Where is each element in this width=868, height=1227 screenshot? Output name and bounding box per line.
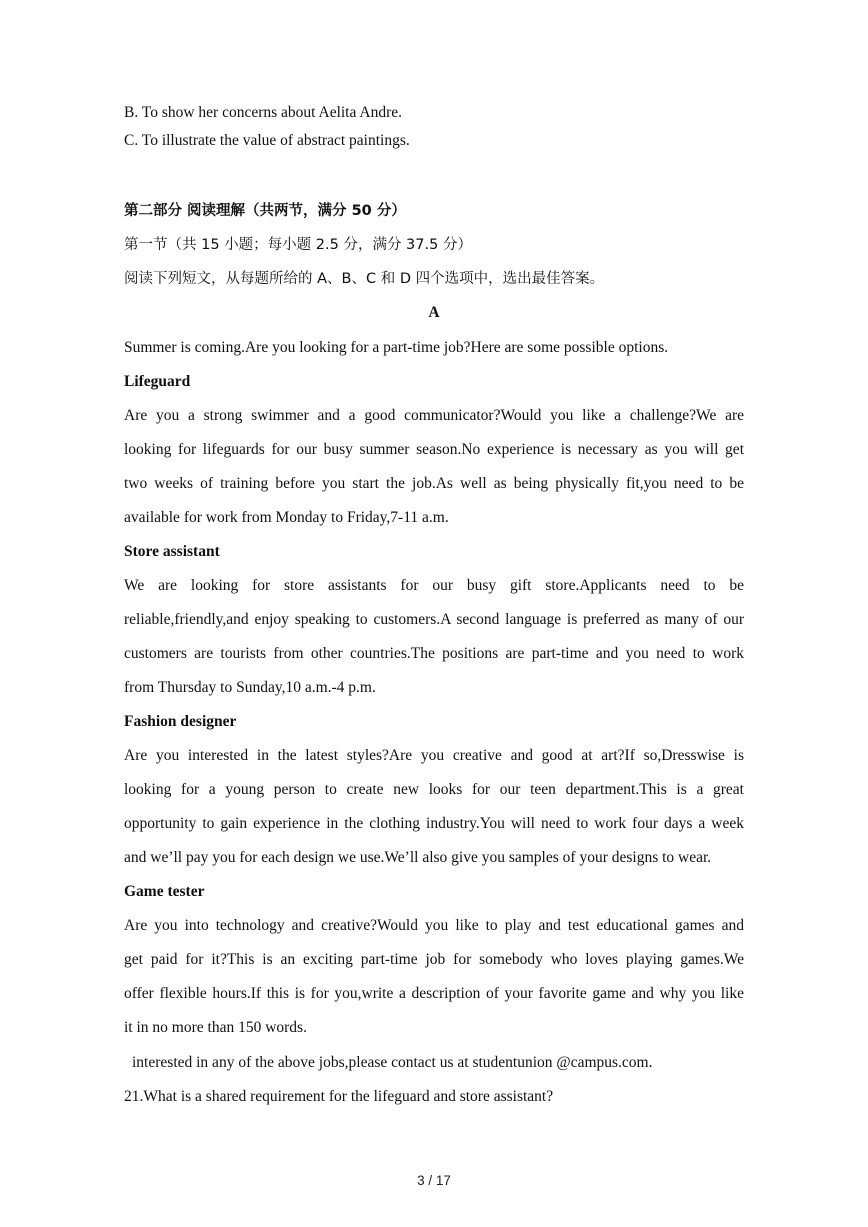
job-text-line: Are you into technology and creative?Would you like to play and test educational games and [124, 917, 744, 934]
section-instruction: 阅读下列短文，从每题所给的 A、B、C 和 D 四个选项中，选出最佳答案。 [124, 271, 605, 287]
job-text-line: reliable,friendly,and enjoy speaking to customers.A second language is preferred as many of our [124, 611, 744, 628]
page-number: 3 / 17 [417, 1173, 451, 1188]
job-text-line: two weeks of training before you start the job.As well as being physically fit,you need to be [124, 475, 744, 492]
job-text-line: customers are tourists from other countries.The positions are part-time and you need to work [124, 645, 744, 662]
job-text-line: Are you a strong swimmer and a good communicator?Would you like a challenge?We are [124, 407, 744, 424]
job-text-line: looking for lifeguards for our busy summer season.No experience is necessary as you will get [124, 441, 744, 458]
section-heading: 第二部分 阅读理解（共两节，满分 50 分） [124, 203, 406, 219]
job-text-line: Are you interested in the latest styles?Are you creative and good at art?If so,Dresswise is [124, 747, 744, 764]
section-subheading: 第一节（共 15 小题；每小题 2.5 分，满分 37.5 分） [124, 237, 472, 253]
job-text-line: We are looking for store assistants for our busy gift store.Applicants need to be [124, 577, 744, 594]
job-text-line: it in no more than 150 words. [124, 1019, 307, 1036]
passage-intro: Summer is coming.Are you looking for a part-time job?Here are some possible options. [124, 339, 669, 356]
job-text-line: and we’ll pay you for each design we use.We’ll also give you samples of your designs to wear. [124, 849, 712, 866]
option-b: B. To show her concerns about Aelita Andre. [124, 104, 403, 121]
job-title-game-tester: Game tester [124, 883, 205, 900]
job-text-line: available for work from Monday to Friday,7-11 a.m. [124, 509, 449, 526]
passage-label: A [428, 304, 440, 321]
job-title-store-assistant: Store assistant [124, 543, 220, 560]
question-21: 21.What is a shared requirement for the lifeguard and store assistant? [124, 1088, 554, 1105]
job-text-line: get paid for it?This is an exciting part-time job for somebody who loves playing games.We [124, 951, 744, 968]
job-text-line: offer flexible hours.If this is for you,write a description of your favorite game and why you like [124, 985, 744, 1002]
job-title-lifeguard: Lifeguard [124, 373, 191, 390]
contact-line: interested in any of the above jobs,please contact us at studentunion @campus.com. [132, 1054, 653, 1071]
option-c: C. To illustrate the value of abstract paintings. [124, 132, 410, 149]
job-text-line: from Thursday to Sunday,10 a.m.-4 p.m. [124, 679, 376, 696]
job-title-fashion-designer: Fashion designer [124, 713, 237, 730]
job-text-line: looking for a young person to create new looks for our teen department.This is a great [124, 781, 744, 798]
job-text-line: opportunity to gain experience in the clothing industry.You will need to work four days a week [124, 815, 744, 832]
